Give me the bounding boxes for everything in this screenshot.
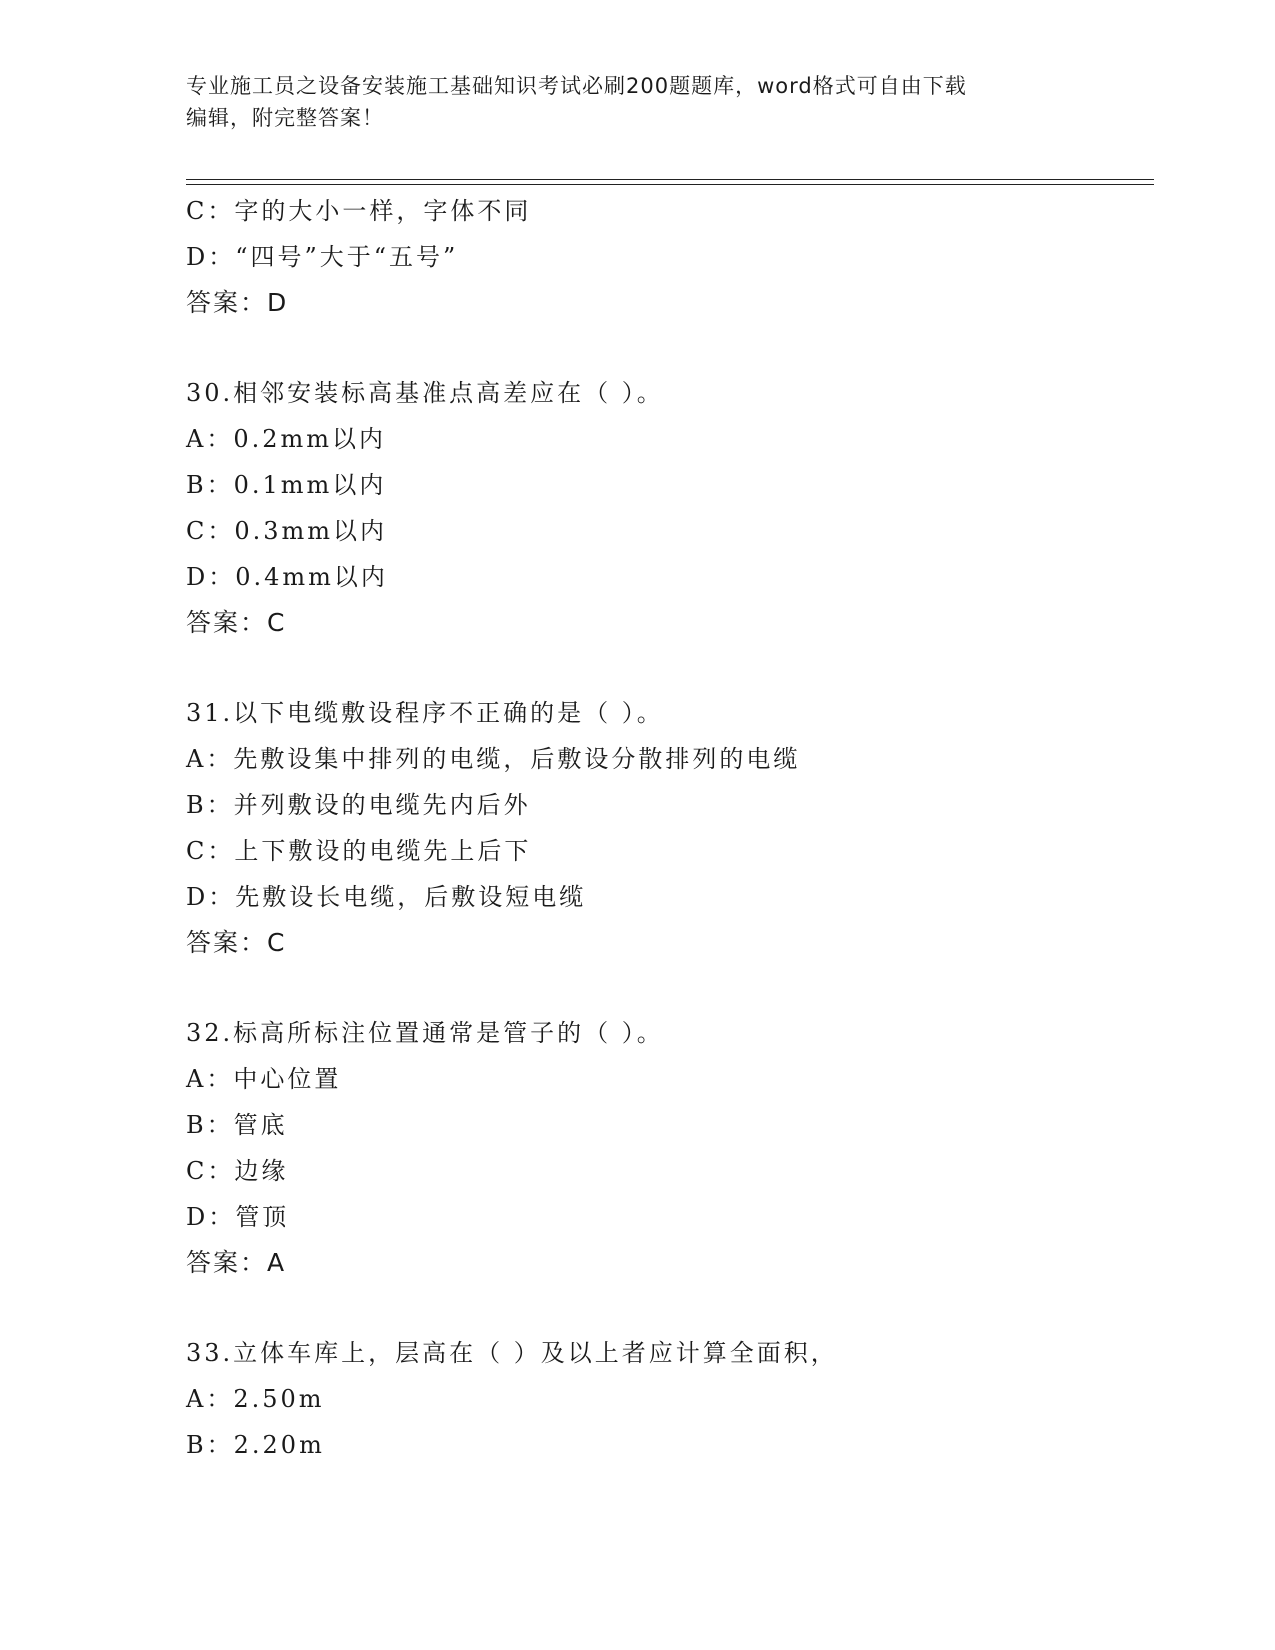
question-31	[186, 690, 1146, 966]
option-b: B：管底	[186, 1111, 288, 1139]
option-c: C：上下敷设的电缆先上后下	[186, 837, 532, 865]
option-d: D：0.4mm以内	[186, 563, 388, 591]
question-29	[186, 188, 1146, 326]
spacer	[186, 326, 1146, 370]
spacer	[186, 646, 1146, 690]
option-a: A：先敷设集中排列的电缆，后敷设分散排列的电缆	[186, 745, 801, 773]
spacer	[186, 1286, 1146, 1330]
question-list	[186, 188, 1146, 1468]
option-c: C：0.3mm以内	[186, 517, 388, 545]
document-header	[186, 70, 1086, 134]
option-d: D：管顶	[186, 1203, 290, 1231]
question-stem: 32.标高所标注位置通常是管子的（ ）。	[186, 1019, 664, 1047]
option-a: A：中心位置	[186, 1065, 342, 1093]
question-33	[186, 1330, 1146, 1468]
question-stem: 33.立体车库上，层高在（ ）及以上者应计算全面积，	[186, 1339, 838, 1367]
answer-line: 答案：C	[186, 928, 287, 957]
question-32	[186, 1010, 1146, 1286]
question-30	[186, 370, 1146, 646]
header-divider-bottom	[186, 184, 1154, 185]
option-a: A：0.2mm以内	[186, 425, 387, 453]
header-divider-top	[186, 179, 1154, 180]
option-a: A：2.50m	[186, 1385, 325, 1413]
option-c: C：边缘	[186, 1157, 289, 1185]
answer-line: 答案：A	[186, 1248, 287, 1277]
option-d: D：先敷设长电缆，后敷设短电缆	[186, 883, 587, 911]
question-stem: 30.相邻安装标高基准点高差应在（ ）。	[186, 379, 664, 407]
spacer	[186, 966, 1146, 1010]
header-line-2: 编辑，附完整答案！	[186, 106, 384, 130]
option-b: B：2.20m	[186, 1431, 325, 1459]
option-b: B：并列敷设的电缆先内后外	[186, 791, 531, 819]
header-line-1: 专业施工员之设备安装施工基础知识考试必刷200题题库，word格式可自由下载	[186, 74, 967, 98]
option-b: B：0.1mm以内	[186, 471, 387, 499]
answer-line: 答案：D	[186, 288, 289, 317]
question-stem: 31.以下电缆敷设程序不正确的是（ ）。	[186, 699, 664, 727]
option-d: D：“四号”大于“五号”	[186, 243, 459, 271]
answer-line: 答案：C	[186, 608, 287, 637]
option-c: C：字的大小一样，字体不同	[186, 197, 532, 225]
